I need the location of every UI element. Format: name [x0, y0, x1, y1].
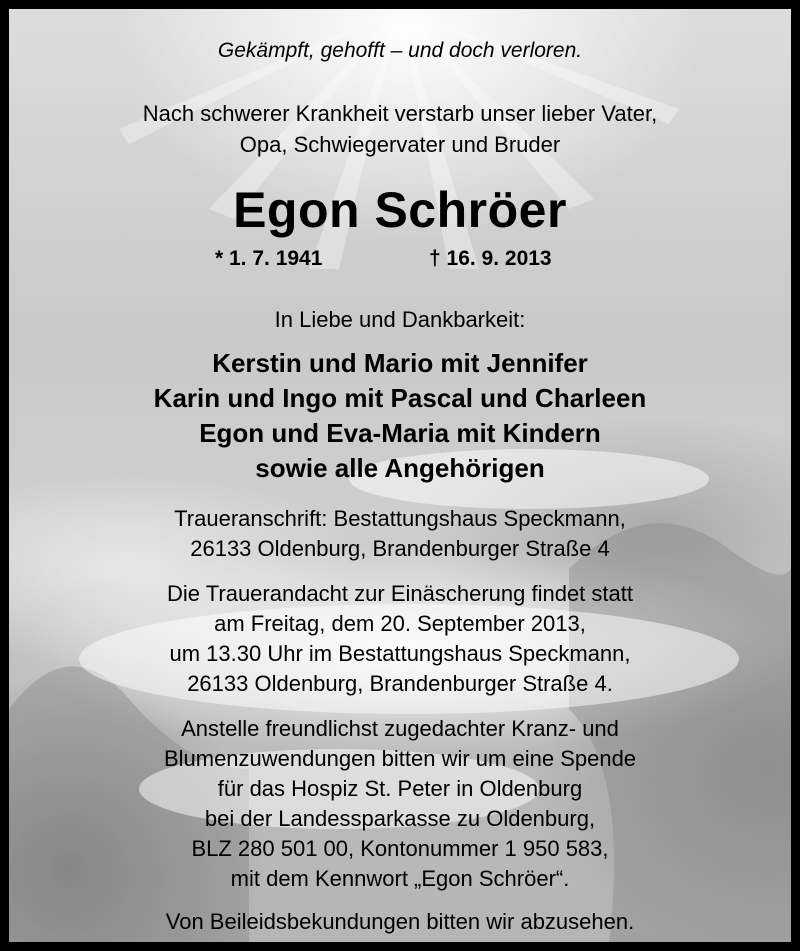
closing-note: Von Beileidsbekundungen bitten wir abzusehen. [165, 909, 635, 934]
service-line-3: um 13.30 Uhr im Bestattungshaus Speckmann, [169, 641, 631, 666]
life-dates [9, 247, 791, 277]
donation-line-1: Anstelle freundlichst zugedachter Kranz- und [181, 716, 619, 741]
death-date: † 16. 9. 2013 [429, 247, 552, 270]
address-line-2: 26133 Oldenburg, Brandenburger Straße 4 [190, 536, 610, 561]
service-line-2: am Freitag, dem 20. September 2013, [214, 611, 586, 636]
family-line-3: Egon und Eva-Maria mit Kindern [199, 418, 601, 448]
address-line-1: Traueranschrift: Bestattungshaus Speckmann, [174, 506, 626, 531]
intro-line-1: Nach schwerer Krankheit verstarb unser lieber Vater, [142, 101, 658, 126]
intro-line-2: Opa, Schwiegervater und Bruder [239, 132, 561, 157]
donation-line-5: BLZ 280 501 00, Kontonummer 1 950 583, [191, 836, 609, 861]
service-line-4: 26133 Oldenburg, Brandenburger Straße 4. [187, 671, 613, 696]
donation-line-3: für das Hospiz St. Peter in Oldenburg [217, 776, 583, 801]
family-line-1: Kerstin und Mario mit Jennifer [212, 348, 588, 378]
donation-line-2: Blumenzuwendungen bitten wir um eine Spende [163, 746, 637, 771]
family-line-2: Karin und Ingo mit Pascal und Charleen [153, 383, 647, 413]
deceased-name: Egon Schröer [233, 182, 567, 238]
thanks-label: In Liebe und Dankbarkeit: [274, 307, 526, 332]
family-line-4: sowie alle Angehörigen [255, 453, 545, 483]
birth-date: * 1. 7. 1941 [215, 247, 323, 270]
motto: Gekämpft, gehofft – und doch verloren. [217, 39, 583, 62]
donation-line-6: mit dem Kennwort „Egon Schröer“. [230, 866, 570, 891]
service-line-1: Die Trauerandacht zur Einäscherung findet statt [167, 581, 633, 606]
donation-line-4: bei der Landessparkasse zu Oldenburg, [204, 806, 596, 831]
